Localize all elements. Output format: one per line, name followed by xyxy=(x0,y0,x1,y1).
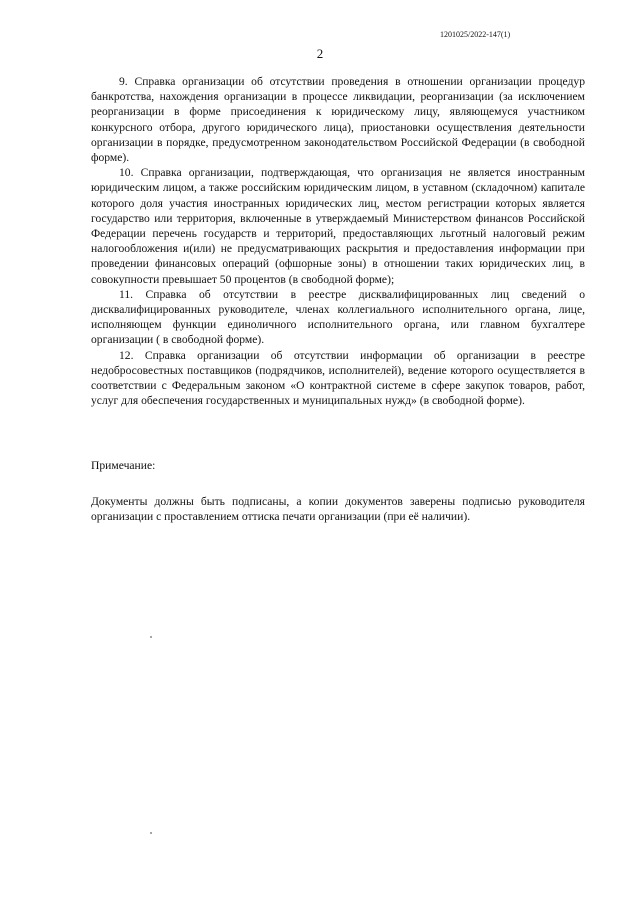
document-id: 1201025/2022-147(1) xyxy=(440,30,511,39)
page-number: 2 xyxy=(316,46,324,61)
list-item-11: 11. Справка об отсутствии в реестре дисквалифицированных лиц сведений о дисквалифицированных руководителе, членах коллегиального исполнительного органа, лице, исполняющем функции единоличного исполнительного органа, или главном бухгалтере организации ( в свободной форме). xyxy=(91,287,585,347)
scan-speck xyxy=(150,636,152,638)
note-title: Примечание: xyxy=(91,459,156,472)
requirements-list xyxy=(91,74,585,408)
list-item-10: 10. Справка организации, подтверждающая, что организация не является иностранным юридическим лицом, а также российским юридическим лицом, в уставном (складочном) капитале которого доля участия иностранных юридических лиц, местом регистрации которых является государство или территория, включенные в утверждаемый Министерством финансов Российской Федерации перечень государств и территорий, предоставляющих льготный налоговый режим налогообложения и(или) не предусматривающих раскрытия и предоставления информации при проведении финансовых операций (офшорные зоны) в отношении таких юридических лиц, в совокупности превышает 50 процентов (в свободной форме); xyxy=(91,166,585,286)
list-item-12: 12. Справка организации об отсутствии информации об организации в реестре недобросовестных поставщиков (подрядчиков, исполнителей), ведение которого осуществляется в соответствии с Федеральным законом «О контрактной системе в сфере закупок товаров, работ, услуг для обеспечения государственных и муниципальных нужд» (в свободной форме). xyxy=(91,348,585,408)
scan-speck xyxy=(150,832,152,834)
note-text: Документы должны быть подписаны, а копии документов заверены подписью руководителя организации с проставлением оттиска печати организации (при её наличии). xyxy=(91,495,585,524)
list-item-9: 9. Справка организации об отсутствии проведения в отношении организации процедур банкротства, нахождения организации в процессе ликвидации, реорганизации (за исключением реорганизации в форме присоединения к юридическому лицу, являющемуся участником конкурсного отбора, другого юридического лица), приостановки осуществления деятельности организации в порядке, предусмотренном законодательством Российской Федерации (в свободной форме). xyxy=(91,75,585,165)
